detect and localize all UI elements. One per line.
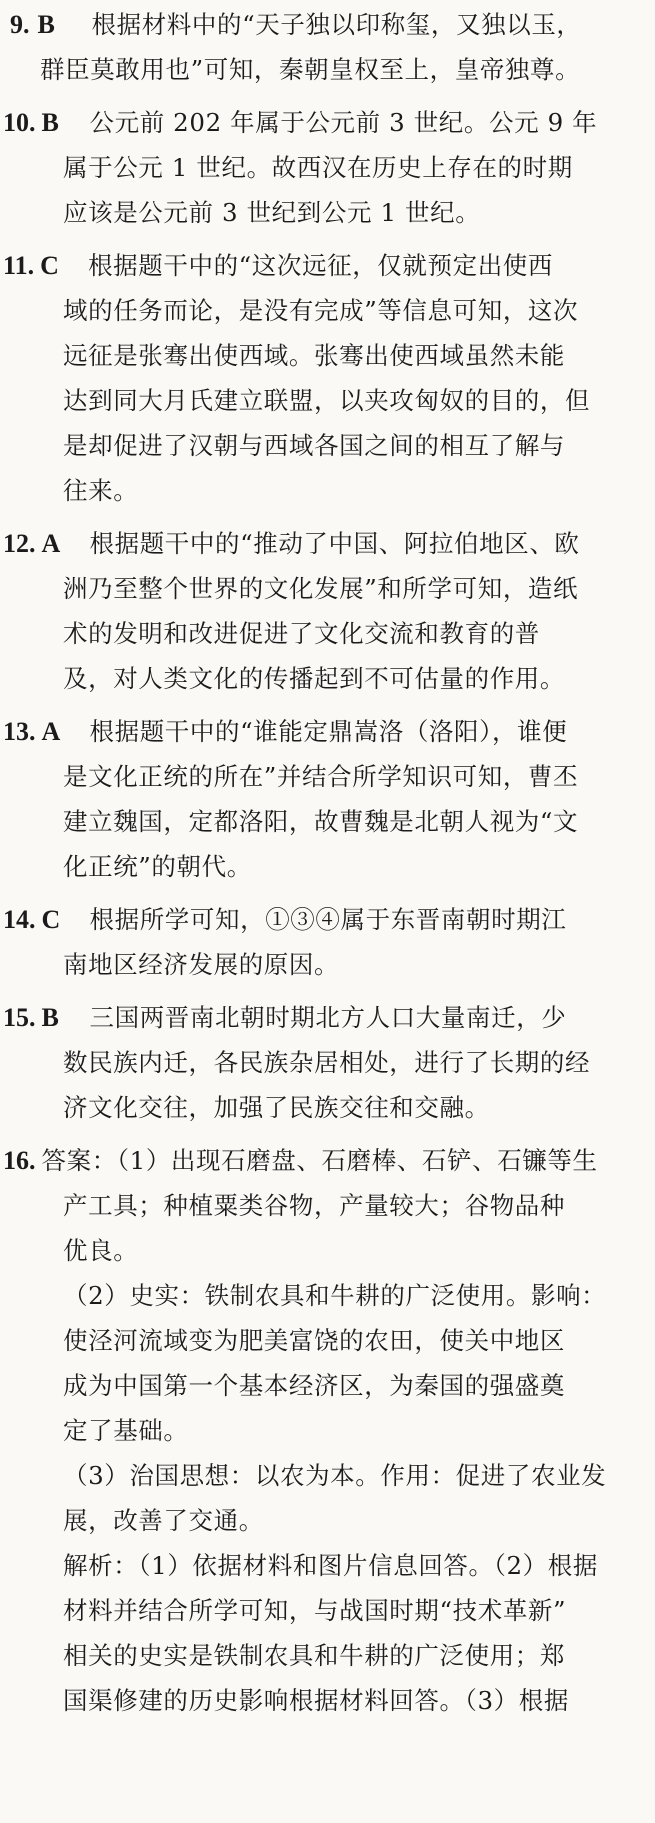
item-number: 13. xyxy=(3,717,36,746)
answer-item-16 xyxy=(0,1138,655,1723)
answer-line xyxy=(0,566,655,611)
answer-line xyxy=(0,100,655,145)
answer-line xyxy=(0,1273,655,1318)
item-text: 是却促进了汉朝与西域各国之间的相互了解与 xyxy=(63,431,565,460)
answer-line xyxy=(0,656,655,701)
item-answer: B xyxy=(37,10,55,39)
answer-line xyxy=(0,333,655,378)
answer-item-14 xyxy=(0,897,655,987)
item-text: 成为中国第一个基本经济区，为秦国的强盛奠 xyxy=(63,1371,565,1400)
answer-line xyxy=(0,1363,655,1408)
item-number: 12. xyxy=(3,529,36,558)
item-text: 化正统”的朝代。 xyxy=(63,852,252,881)
item-text: 济文化交往，加强了民族交往和交融。 xyxy=(63,1093,490,1122)
answer-line xyxy=(0,243,655,288)
item-number: 15. xyxy=(3,1003,36,1032)
answer-line xyxy=(0,1498,655,1543)
item-answer: C xyxy=(40,251,59,280)
answer-line xyxy=(0,423,655,468)
item-answer: B xyxy=(41,1003,59,1032)
answer-line xyxy=(0,942,655,987)
item-text: 属于公元 1 世纪。故西汉在历史上存在的时期 xyxy=(63,153,573,182)
item-number: 14. xyxy=(3,905,36,934)
item-text: 远征是张骞出使西域。张骞出使西域虽然未能 xyxy=(63,341,565,370)
item-text: 应该是公元前 3 世纪到公元 1 世纪。 xyxy=(63,198,481,227)
answer-item-12 xyxy=(0,521,655,701)
item-answer: C xyxy=(41,905,61,934)
answer-line xyxy=(0,47,655,92)
item-number: 9. xyxy=(10,10,30,39)
item-text: 材料并结合所学可知，与战国时期“技术革新” xyxy=(63,1596,567,1625)
answer-line xyxy=(0,844,655,889)
answer-line xyxy=(0,1138,655,1183)
answer-line xyxy=(0,709,655,754)
item-text: 使泾河流域变为肥美富饶的农田，使关中地区 xyxy=(63,1326,565,1355)
answer-line xyxy=(0,1040,655,1085)
answer-line xyxy=(0,1183,655,1228)
item-text: 三国两晋南北朝时期北方人口大量南迁，少 xyxy=(89,1003,567,1032)
item-number: 16. xyxy=(3,1146,36,1175)
item-text: 往来。 xyxy=(63,476,139,505)
answer-line xyxy=(0,1633,655,1678)
item-text: 达到同大月氏建立联盟，以夹攻匈奴的目的，但 xyxy=(63,386,591,415)
answer-line xyxy=(0,754,655,799)
item-text: 根据材料中的“天子独以印称玺，又独以玉， xyxy=(91,10,582,39)
answer-line xyxy=(0,897,655,942)
answer-line xyxy=(0,1318,655,1363)
answer-line xyxy=(0,521,655,566)
answer-line xyxy=(0,468,655,513)
item-text: 群臣莫敢用也”可知，秦朝皇权至上，皇帝独尊。 xyxy=(40,55,581,84)
item-text: 根据题干中的“谁能定鼎嵩洛（洛阳），谁便 xyxy=(89,717,568,746)
item-text: 是文化正统的所在”并结合所学知识可知，曹丕 xyxy=(63,762,579,791)
item-answer: A xyxy=(41,529,61,558)
item-text: 定了基础。 xyxy=(63,1416,189,1445)
answer-item-11 xyxy=(0,243,655,513)
item-text: （3）治国思想：以农为本。作用：促进了农业发 xyxy=(63,1461,607,1490)
answer-line xyxy=(0,2,655,47)
item-text: 洲乃至整个世界的文化发展”和所学可知，造纸 xyxy=(63,574,579,603)
item-text: 根据题干中的“这次远征，仅就预定出使西 xyxy=(88,251,554,280)
answer-line xyxy=(0,1453,655,1498)
item-text: 根据题干中的“推动了中国、阿拉伯地区、欧 xyxy=(89,529,580,558)
answer-line xyxy=(0,1085,655,1130)
item-text: 优良。 xyxy=(63,1236,139,1265)
item-answer: B xyxy=(41,108,59,137)
answer-line xyxy=(0,611,655,656)
item-text: 根据所学可知，①③④属于东晋南朝时期江 xyxy=(89,905,567,934)
item-text: （2）史实：铁制农具和牛耕的广泛使用。影响： xyxy=(63,1281,607,1310)
answer-line xyxy=(0,190,655,235)
item-text: 域的任务而论，是没有完成”等信息可知，这次 xyxy=(63,296,579,325)
item-text: 展，改善了交通。 xyxy=(63,1506,264,1535)
item-text: 数民族内迁，各民族杂居相处，进行了长期的经 xyxy=(63,1048,591,1077)
item-text: 相关的史实是铁制农具和牛耕的广泛使用；郑 xyxy=(63,1641,565,1670)
item-text: 公元前 202 年属于公元前 3 世纪。公元 9 年 xyxy=(89,108,598,137)
item-number: 10. xyxy=(3,108,36,137)
answer-line xyxy=(0,995,655,1040)
item-text: 建立魏国，定都洛阳，故曹魏是北朝人视为“文 xyxy=(63,807,579,836)
answer-line xyxy=(0,799,655,844)
answer-line xyxy=(0,1678,655,1723)
item-text: 国渠修建的历史影响根据材料回答。（3）根据 xyxy=(63,1686,569,1715)
answer-line xyxy=(0,1543,655,1588)
item-text: 术的发明和改进促进了文化交流和教育的普 xyxy=(63,619,540,648)
answer-line xyxy=(0,1228,655,1273)
answer-item-15 xyxy=(0,995,655,1130)
answer-line xyxy=(0,145,655,190)
item-text: 答案：（1）出现石磨盘、石磨棒、石铲、石镰等生 xyxy=(41,1146,598,1175)
item-text: 产工具；种植粟类谷物，产量较大；谷物品种 xyxy=(63,1191,565,1220)
item-number: 11. xyxy=(3,251,35,280)
answer-item-10 xyxy=(0,100,655,235)
item-text: 解析：（1）依据材料和图片信息回答。（2）根据 xyxy=(63,1551,598,1580)
item-answer: A xyxy=(41,717,61,746)
answer-line xyxy=(0,288,655,333)
answer-item-9 xyxy=(0,2,655,92)
answer-line xyxy=(0,1588,655,1633)
item-text: 及，对人类文化的传播起到不可估量的作用。 xyxy=(63,664,565,693)
answer-line xyxy=(0,1408,655,1453)
item-text: 南地区经济发展的原因。 xyxy=(63,950,340,979)
answer-item-13 xyxy=(0,709,655,889)
answer-line xyxy=(0,378,655,423)
